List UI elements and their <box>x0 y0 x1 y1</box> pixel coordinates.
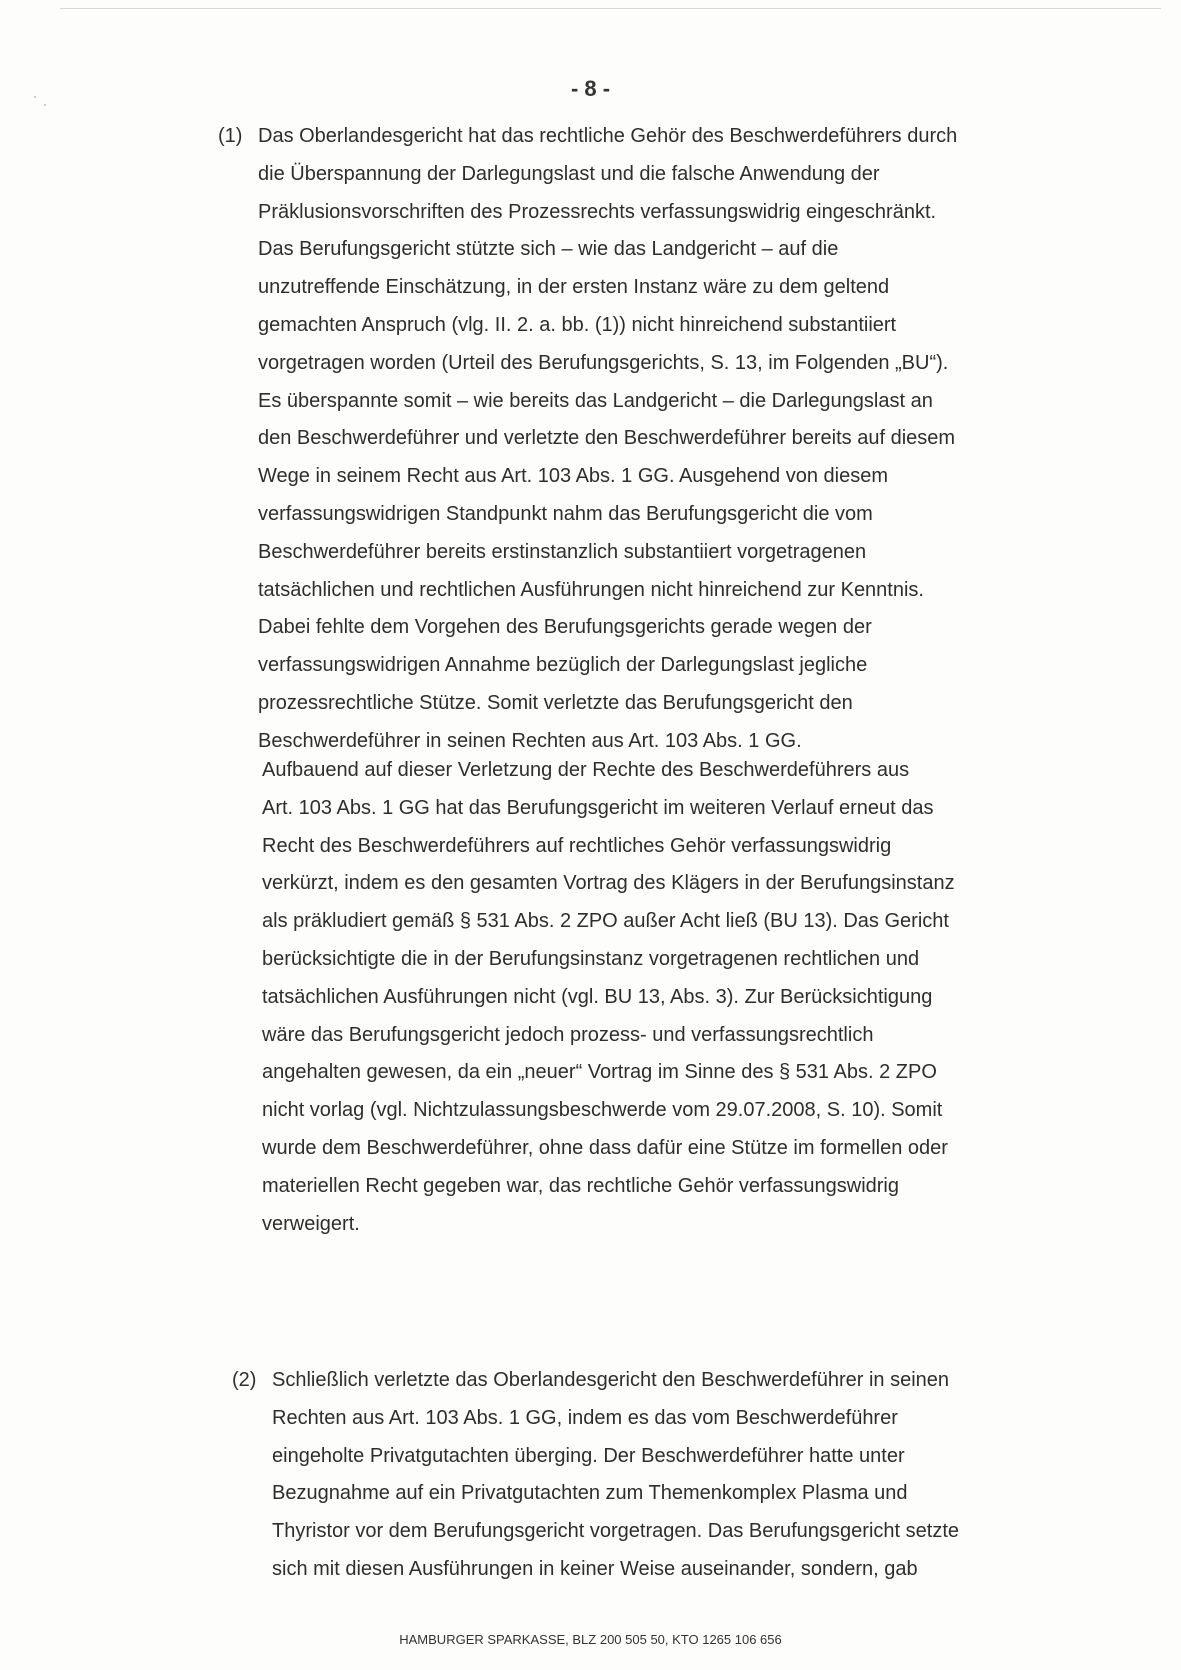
text-line: verfassungswidrigen Standpunkt nahm das Berufungsgericht die vom <box>258 502 873 525</box>
text-line: Es überspannte somit – wie bereits das Landgericht – die Darlegungslast an <box>258 389 933 412</box>
item-1-paragraph <box>258 118 957 761</box>
page-number: - 8 - <box>570 76 611 101</box>
scan-speck <box>44 104 46 106</box>
text-line: als präkludiert gemäß § 531 Abs. 2 ZPO außer Acht ließ (BU 13). Das Gericht <box>262 910 949 933</box>
text-line: angehalten gewesen, da ein „neuer“ Vortrag im Sinne des § 531 Abs. 2 ZPO <box>262 1061 937 1084</box>
text-line: Das Berufungsgericht stützte sich – wie das Landgericht – auf die <box>258 238 839 261</box>
text-line: verfassungswidrigen Annahme bezüglich der Darlegungslast jegliche <box>258 654 868 677</box>
text-line: Beschwerdeführer bereits erstinstanzlich substantiiert vorgetragenen <box>258 540 867 563</box>
text-line: die Überspannung der Darlegungslast und die falsche Anwendung der <box>258 162 880 185</box>
text-line: vorgetragen worden (Urteil des Berufungsgerichts, S. 13, im Folgenden „BU“). <box>258 351 949 374</box>
text-line: Thyristor vor dem Berufungsgericht vorgetragen. Das Berufungsgericht setzte <box>272 1520 959 1543</box>
text-line: Dabei fehlte dem Vorgehen des Berufungsgerichts gerade wegen der <box>258 616 872 639</box>
text-line: Bezugnahme auf ein Privatgutachten zum Themenkomplex Plasma und <box>272 1482 908 1505</box>
scan-edge-line <box>60 8 1161 9</box>
text-line: prozessrechtliche Stütze. Somit verletzte das Berufungsgericht den <box>258 691 853 714</box>
text-line: wurde dem Beschwerdeführer, ohne dass dafür eine Stütze im formellen oder <box>262 1136 948 1159</box>
text-line: Das Oberlandesgericht hat das rechtliche Gehör des Beschwerdeführers durch <box>258 125 958 147</box>
text-line: unzutreffende Einschätzung, in der ersten Instanz wäre zu dem geltend <box>258 276 890 299</box>
text-line: den Beschwerdeführer und verletzte den Beschwerdeführer bereits auf diesem <box>258 427 956 450</box>
text-line: berücksichtigte die in der Berufungsinstanz vorgetragenen rechtlichen und <box>262 947 920 970</box>
footer-bank-details: HAMBURGER SPARKASSE, BLZ 200 505 50, KTO 1265 106 656 <box>399 1632 782 1647</box>
text-line: Rechten aus Art. 103 Abs. 1 GG, indem es das vom Beschwerdeführer <box>272 1406 898 1429</box>
item-1-marker: (1) <box>218 125 243 147</box>
text-line: verweigert. <box>262 1212 360 1235</box>
text-line: Wege in seinem Recht aus Art. 103 Abs. 1 GG. Ausgehend von diesem <box>258 465 888 488</box>
item-2-marker: (2) <box>232 1369 257 1391</box>
text-line: Aufbauend auf dieser Verletzung der Rechte des Beschwerdeführers aus <box>262 759 910 781</box>
text-line: nicht vorlag (vgl. Nichtzulassungsbeschwerde vom 29.07.2008, S. 10). Somit <box>262 1099 943 1122</box>
text-line: Recht des Beschwerdeführers auf rechtliches Gehör verfassungswidrig <box>262 834 892 857</box>
text-line: verkürzt, indem es den gesamten Vortrag des Klägers in der Berufungsinstanz <box>262 872 955 895</box>
text-line: Präklusionsvorschriften des Prozessrechts verfassungswidrig eingeschränkt. <box>258 200 937 223</box>
item-1-continuation-paragraph <box>262 752 955 1243</box>
text-line: gemachten Anspruch (vlg. II. 2. a. bb. (1)) nicht hinreichend substantiiert <box>258 313 897 336</box>
text-line: eingeholte Privatgutachten überging. Der Beschwerdeführer hatte unter <box>272 1444 905 1467</box>
item-2-paragraph <box>272 1362 959 1589</box>
text-line: Beschwerdeführer in seinen Rechten aus Art. 103 Abs. 1 GG. <box>258 729 802 752</box>
text-line: Art. 103 Abs. 1 GG hat das Berufungsgericht im weiteren Verlauf erneut das <box>262 796 934 819</box>
text-line: tatsächlichen und rechtlichen Ausführungen nicht hinreichend zur Kenntnis. <box>258 578 924 601</box>
text-line: sich mit diesen Ausführungen in keiner Weise auseinander, sondern, gab <box>272 1557 918 1580</box>
text-line: materiellen Recht gegeben war, das rechtliche Gehör verfassungswidrig <box>262 1174 900 1197</box>
text-line: wäre das Berufungsgericht jedoch prozess- und verfassungsrechtlich <box>262 1023 874 1046</box>
text-line: tatsächlichen Ausführungen nicht (vgl. BU 13, Abs. 3). Zur Berücksichtigung <box>262 985 933 1008</box>
text-line: Schließlich verletzte das Oberlandesgericht den Beschwerdeführer in seinen <box>272 1369 950 1391</box>
